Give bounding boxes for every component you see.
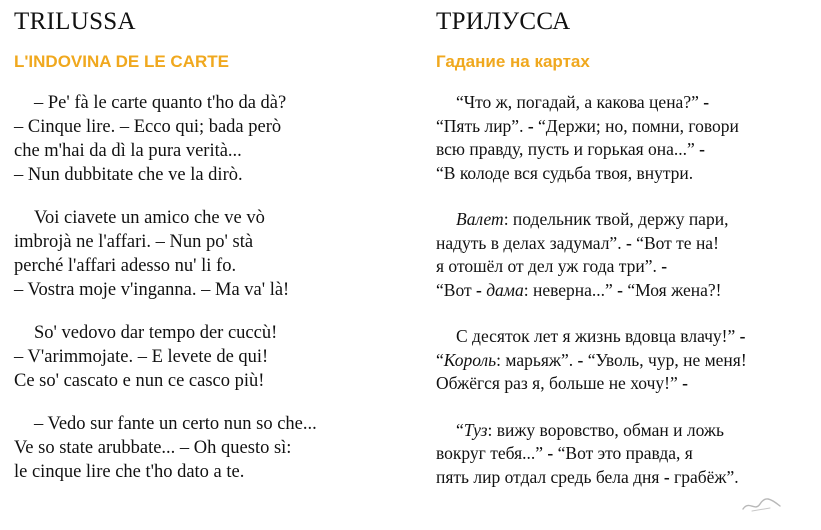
italian-author: TRILUSSA — [14, 8, 136, 35]
poem-line: imbrojà ne l'affari. – Nun po' stà — [14, 232, 254, 252]
poem-line: Обжёгся раз я, больше не хочу!” - — [436, 373, 688, 393]
russian-poem-body — [436, 91, 747, 489]
poem-line: – Cinque lire. – Ecco qui; bada però — [14, 117, 282, 137]
poem-line: надуть в делах задумал”. - “Вот те на! — [436, 232, 719, 253]
italian-poem-title: L'INDOVINA DE LE CARTE — [14, 52, 229, 71]
poem-line: “В колоде вся судьба твоя, внутри. — [436, 162, 694, 183]
russian-poem-title: Гадание на картах — [436, 52, 590, 71]
poem-line: – Vedo sur fante un certo nun so che... — [34, 414, 317, 434]
poem-line: Ce so' cascato e nun ce casco più! — [14, 371, 265, 391]
poem-line: Ve so state arubbate... – Oh questo sì: — [14, 438, 292, 458]
poem-line: С десяток лет я жизнь вдовца влачу!” - — [456, 326, 746, 346]
poem-line: всю правду, пусть и горькая она...” - — [436, 139, 705, 159]
poem-line: я отошёл от дел уж года три”. - — [436, 256, 668, 276]
poem-line: Валет: подельник твой, держу пари, — [456, 209, 729, 229]
poem-line: “Что ж, погадай, а какова цена?” - — [456, 92, 710, 112]
signature-icon — [740, 494, 784, 516]
russian-author: ТРИЛУССА — [436, 8, 571, 35]
poem-line: пять лир отдал средь бела дня - грабёж”. — [436, 466, 739, 487]
poem-line: вокруг тебя...” - “Вот это правда, я — [436, 443, 693, 463]
poem-line: le cinque lire che t'ho dato a te. — [14, 462, 245, 482]
poem-line: perché l'affari adesso nu' li fo. — [14, 256, 237, 276]
poem-line: che m'hai da dì la pura verità... — [14, 141, 242, 161]
poem-line: – Pe' fà le carte quanto t'ho da dà? — [34, 93, 287, 113]
poem-line: “Король: марьяж”. - “Уволь, чур, не меня! — [436, 349, 747, 370]
poem-line: “Вот - дама: неверна...” - “Моя жена?! — [436, 279, 722, 300]
poem-line: “Пять лир”. - “Держи; но, помни, говори — [436, 115, 739, 136]
poem-line: – Nun dubbitate che ve la dirò. — [14, 165, 243, 185]
poem-line: “Туз: вижу воровство, обман и ложь — [456, 419, 724, 440]
italian-poem-body — [14, 91, 317, 484]
poem-line: – V'arimmojate. – E levete de qui! — [14, 347, 269, 367]
poem-line: – Vostra moje v'inganna. – Ma va' là! — [14, 280, 290, 300]
poem-line: So' vedovo dar tempo der cuccù! — [34, 323, 278, 343]
poem-line: Voi ciavete un amico che ve vò — [34, 208, 265, 228]
